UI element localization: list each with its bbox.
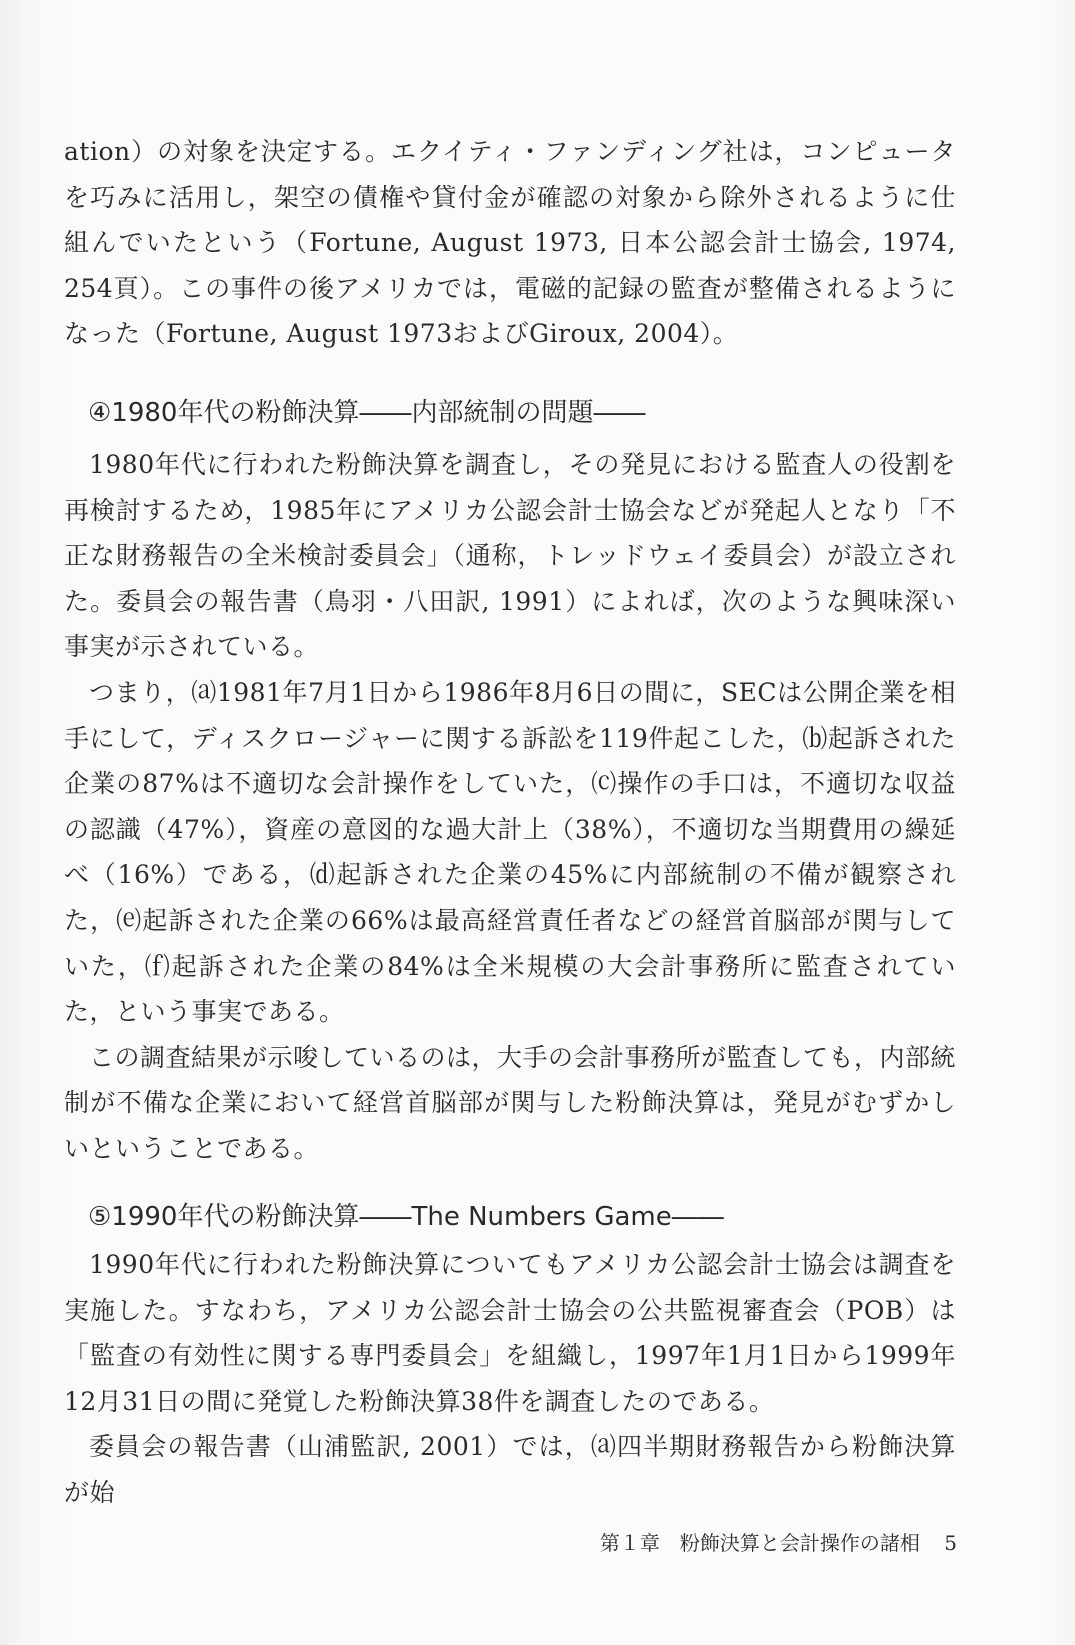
page-footer <box>600 1527 957 1556</box>
section-4-paragraph-3: この調査結果が示唆しているのは，大手の会計事務所が監査しても，内部統制が不備な企業において経営首脳部が関与した粉飾決算は，発見がむずかしいということである。 <box>64 1042 957 1163</box>
section-5-paragraph-1: 1990年代に行われた粉飾決算についてもアメリカ公認会計士協会は調査を実施した。すなわち，アメリカ公認会計士協会の公共監視審査会（POB）は「監査の有効性に関する専門委員会」を組織し，1997年1月1日から1999年12月31日の間に発覚した粉飾決算38件を調査したのである。 <box>64 1250 956 1416</box>
section-5-body <box>64 1242 956 1516</box>
intro-block <box>64 129 956 357</box>
section-4-paragraph-1: 1980年代に行われた粉飾決算を調査し，その発見における監査人の役割を再検討するため，1985年にアメリカ公認会計士協会などが発起人となり「不正な財務報告の全米検討委員会」（通称，トレッドウェイ委員会）が設立された。委員会の報告書（鳥羽・八田訳, 1991）によれば，次のような興味深い事実が示されている。 <box>64 450 956 662</box>
section-4-heading: ④1980年代の粉飾決算――内部統制の問題―― <box>88 398 646 428</box>
page-number: 5 <box>944 1531 957 1555</box>
section-4-paragraph-2: つまり，⒜1981年7月1日から1986年8月6日の間に，SECは公開企業を相手にして，ディスクロージャーに関する訴訟を119件起こした，⒝起訴された企業の87%は不適切な会計操作をしていた，⒞操作の手口は，不適切な収益の認識（47%），資産の意図的な過大計上（38%），不適切な当期費用の繰延べ（16%）である，⒟起訴された企業の45%に内部統制の不備が観察された，⒠起訴された企業の66%は最高経営責任者などの経営首脳部が関与していた，⒡起訴された企業の84%は全米規模の大会計事務所に監査されていた，という事実である。 <box>64 677 956 1027</box>
chapter-title: 第１章 粉飾決算と会計操作の諸相 <box>599 1531 920 1555</box>
section-5-heading: ⑤1990年代の粉飾決算――The Numbers Game―― <box>88 1202 724 1232</box>
section-5-paragraph-2: 委員会の報告書（山浦監訳, 2001）では，⒜四半期財務報告から粉飾決算が始 <box>64 1432 956 1507</box>
section-4-body <box>64 442 956 1172</box>
intro-paragraph: ation）の対象を決定する。エクイティ・ファンディング社は，コンピュータを巧みに活用し，架空の債権や貸付金が確認の対象から除外されるように仕組んでいたという（Fortune, August 1973, 日本公認会計士協会, 1974, 254頁）。この事件の後アメリカでは，電磁的記録の監査が整備されるようになった（Fortune, August 1973およびGiroux, 2004）。 <box>64 137 956 349</box>
